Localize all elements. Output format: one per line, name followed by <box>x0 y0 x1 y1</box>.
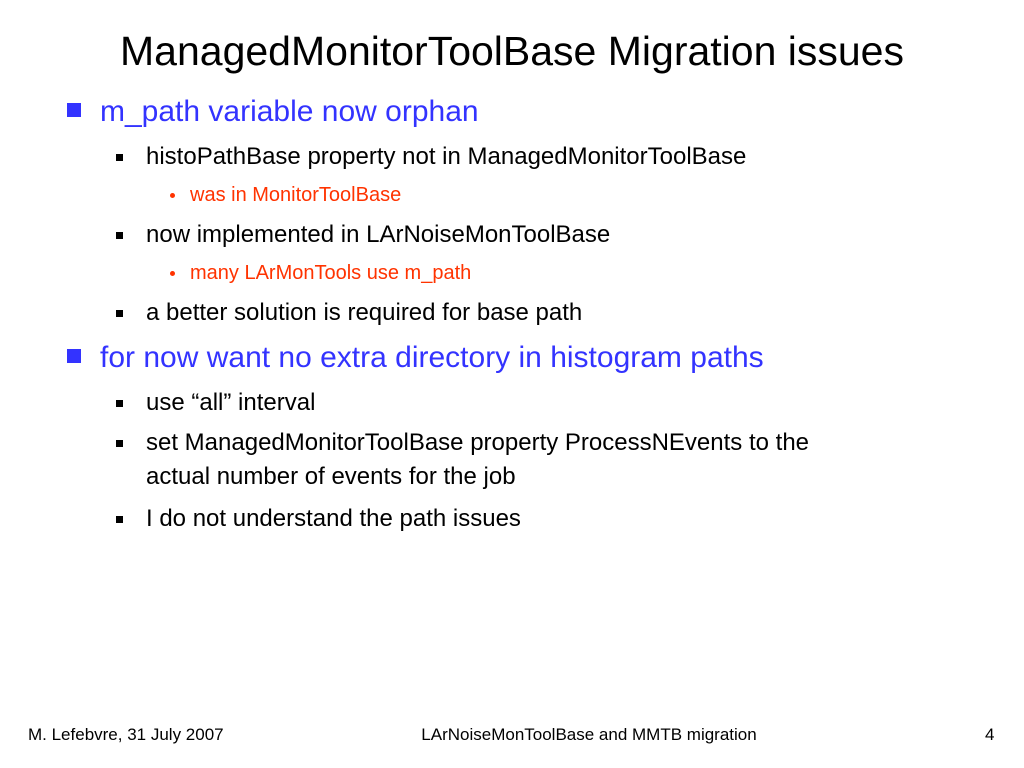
footer-title: LArNoiseMonToolBase and MMTB migration <box>421 725 757 744</box>
bullet-level3-larmontools <box>190 260 471 286</box>
bullet-level2-all-interval <box>146 386 315 420</box>
dot-bullet-icon <box>170 193 175 198</box>
bullet-text: histoPathBase property not in ManagedMonitorToolBase <box>146 143 747 170</box>
bullet-text: a better solution is required for base path <box>146 299 583 326</box>
bullet-text: many LArMonTools use m_path <box>190 262 472 284</box>
footer-author-date: M. Lefebvre, 31 July 2007 <box>28 725 224 744</box>
bullet-text-line1: set ManagedMonitorToolBase property ProcessNEvents to the <box>146 429 810 456</box>
bullet-level2-processnevents <box>146 426 809 494</box>
bullet-text: was in MonitorToolBase <box>190 184 402 206</box>
dot-bullet-icon <box>170 271 175 276</box>
bullet-level3-monitortoolbase <box>190 182 401 208</box>
bullet-level2-histopathbase <box>146 140 746 174</box>
bullet-level2-larnoisemontoolbase <box>146 218 610 252</box>
slide-title: ManagedMonitorToolBase Migration issues <box>120 28 904 74</box>
square-bullet-icon <box>116 232 123 239</box>
square-bullet-icon <box>116 516 123 523</box>
bullet-text: I do not understand the path issues <box>146 505 521 532</box>
bullet-level2-path-issues <box>146 502 521 536</box>
bullet-text: m_path variable now orphan <box>100 95 479 128</box>
bullet-level2-better-solution <box>146 296 582 330</box>
bullet-text: use “all” interval <box>146 389 316 416</box>
bullet-text: now implemented in LArNoiseMonToolBase <box>146 221 611 248</box>
square-bullet-icon <box>67 349 81 363</box>
bullet-level1-mpath <box>100 94 479 130</box>
bullet-level1-no-extra-directory <box>100 340 764 376</box>
square-bullet-icon <box>116 154 123 161</box>
page-number: 4 <box>985 725 995 744</box>
bullet-text-line2: actual number of events for the job <box>146 463 516 490</box>
bullet-text: for now want no extra directory in histogram paths <box>100 341 764 374</box>
square-bullet-icon <box>116 400 123 407</box>
square-bullet-icon <box>67 103 81 117</box>
square-bullet-icon <box>116 440 123 447</box>
square-bullet-icon <box>116 310 123 317</box>
